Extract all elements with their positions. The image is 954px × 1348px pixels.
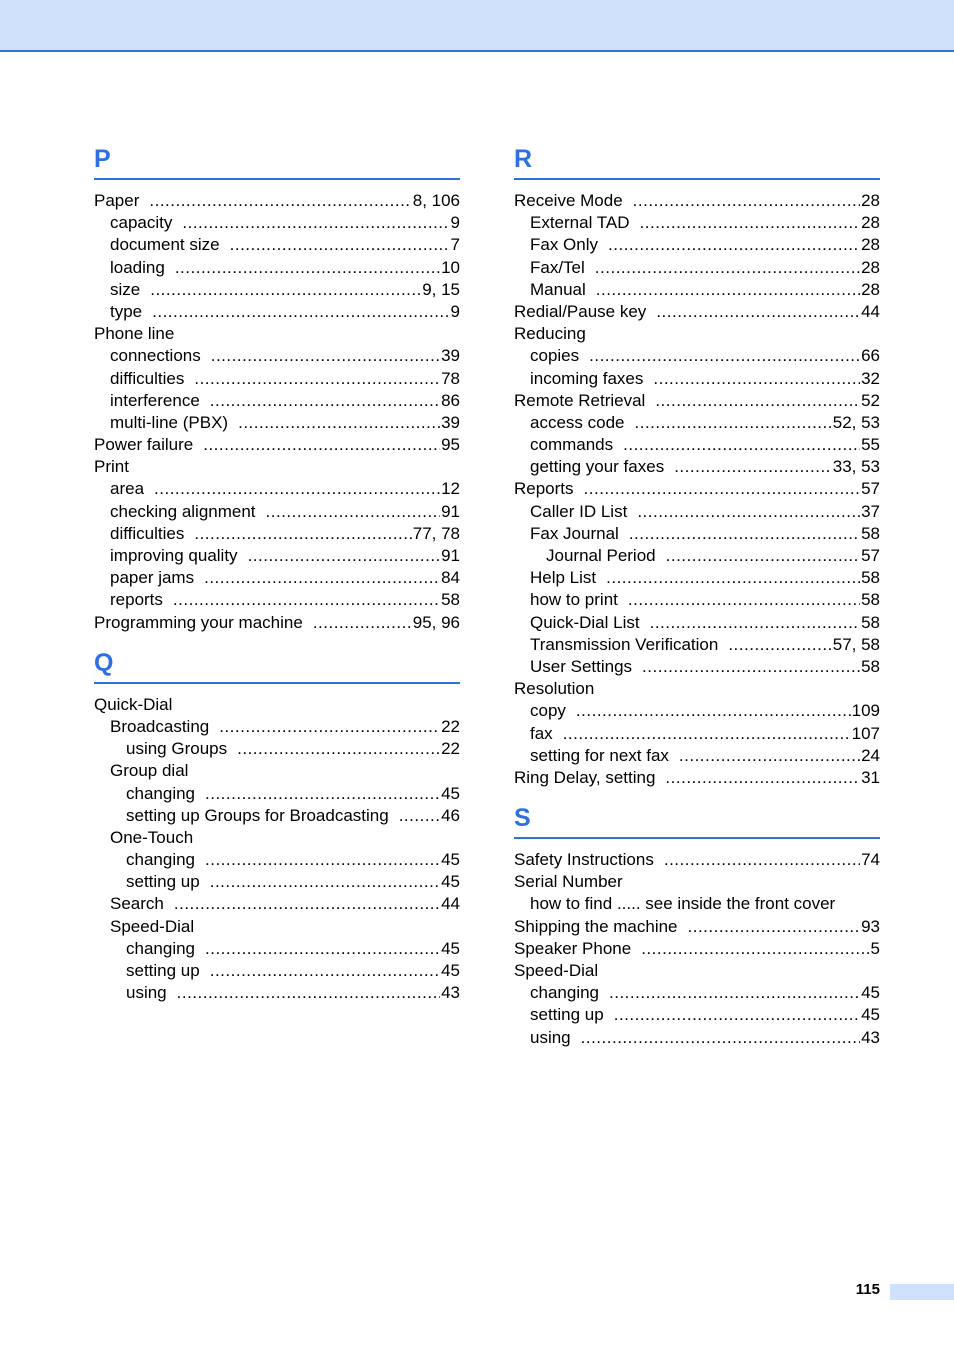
index-entry: [514, 982, 880, 1004]
entry-term: External TAD: [530, 213, 630, 233]
entry-pages: 84: [441, 568, 460, 588]
entry-term: Remote Retrieval: [514, 390, 646, 410]
index-entry: [514, 723, 880, 745]
index-entry: [94, 982, 460, 1004]
index-entry: [94, 345, 460, 367]
entry-pages: 28: [861, 235, 880, 255]
entry-pages: 8, 106: [412, 191, 460, 210]
index-entry: [514, 1004, 880, 1026]
index-entry: [94, 456, 460, 478]
dot-leader: [664, 849, 860, 871]
index-entry: [514, 589, 880, 611]
entry-term: Resolution: [514, 679, 595, 699]
index-entry: [94, 501, 460, 523]
dot-leader: [641, 938, 869, 960]
index-entry: [514, 523, 880, 545]
index-entry: [514, 893, 880, 915]
index-entry: [514, 257, 880, 279]
index-entry: [514, 612, 880, 634]
dot-leader: [154, 478, 440, 500]
index-entry: [514, 323, 880, 345]
entry-term: Paper: [94, 191, 140, 210]
dot-leader: [205, 849, 440, 871]
index-entry: [514, 190, 880, 212]
entry-pages: 58: [861, 523, 880, 543]
index-entry: [514, 678, 880, 700]
entry-term: commands: [530, 435, 614, 455]
entry-pages: 31: [861, 767, 880, 787]
index-entry: [94, 738, 460, 760]
index-entry: [514, 871, 880, 893]
index-entry: [514, 345, 880, 367]
entry-pages: 22: [441, 716, 460, 736]
dot-leader: [175, 257, 440, 279]
dot-leader: [576, 700, 851, 722]
entry-term: Transmission Verification: [530, 634, 719, 654]
index-entry: [514, 700, 880, 722]
index-entry: [514, 501, 880, 523]
dot-leader: [589, 345, 860, 367]
entry-pages: 28: [861, 279, 880, 299]
entry-pages: 43: [441, 983, 460, 1003]
entry-term: changing: [126, 783, 196, 803]
index-entry: [514, 634, 880, 656]
entry-term: capacity: [110, 213, 173, 233]
entry-pages: 46: [441, 805, 460, 825]
entry-term: Ring Delay, setting: [514, 767, 656, 787]
entry-term: multi-line (PBX): [110, 412, 229, 432]
dot-leader: [266, 501, 441, 523]
entry-term: setting up: [126, 872, 200, 892]
entry-term: Shipping the machine: [514, 916, 678, 936]
index-entry: [94, 694, 460, 716]
page-tab: [890, 1284, 954, 1300]
index-entry: [514, 234, 880, 256]
index-entry: [514, 478, 880, 500]
entry-term: checking alignment: [110, 501, 256, 521]
dot-leader: [581, 1027, 860, 1049]
index-section: [94, 142, 460, 634]
index-entry: [514, 390, 880, 412]
index-entry: [514, 279, 880, 301]
dot-leader: [656, 301, 860, 323]
entry-pages: 45: [441, 872, 460, 892]
entry-term: setting for next fax: [530, 745, 669, 765]
entry-term: Reports: [514, 479, 574, 499]
index-entry: [94, 212, 460, 234]
entry-term: Programming your machine: [94, 612, 303, 632]
index-entry: [94, 871, 460, 893]
entry-term: reports: [110, 590, 163, 610]
entry-term: Redial/Pause key: [514, 301, 647, 321]
entry-pages: 44: [441, 894, 460, 914]
index-entry: [94, 893, 460, 915]
entry-pages: 57, 58: [832, 634, 880, 654]
dot-leader: [205, 938, 440, 960]
entry-pages: 28: [861, 213, 880, 233]
entry-term: Reducing: [514, 324, 586, 344]
entry-term: interference: [110, 390, 200, 410]
index-entry: [94, 279, 460, 301]
entry-pages: 45: [441, 961, 460, 980]
dot-leader: [640, 212, 861, 234]
dot-leader: [313, 612, 412, 634]
entry-pages: 22: [441, 739, 460, 759]
index-entry: [514, 301, 880, 323]
index-entry: [94, 478, 460, 500]
entry-pages: 45: [861, 983, 880, 1003]
entry-pages: 45: [861, 1005, 880, 1025]
entry-pages: 10: [441, 257, 460, 277]
entry-pages: 58: [861, 656, 880, 676]
entry-pages: 39: [441, 412, 460, 432]
dot-leader: [152, 301, 449, 323]
entry-term: Quick-Dial List: [530, 612, 640, 632]
entry-term: Manual: [530, 279, 586, 299]
entry-term: Power failure: [94, 435, 194, 455]
entry-term: Speed-Dial: [110, 916, 195, 936]
index-entry: [94, 849, 460, 871]
index-entry: [94, 190, 460, 212]
entry-term: incoming faxes: [530, 368, 644, 388]
entry-term: size: [110, 279, 141, 299]
index-entry: [514, 849, 880, 871]
index-entry: [94, 523, 460, 545]
entry-term: Fax Only: [530, 235, 599, 255]
entry-term: changing: [126, 938, 196, 958]
entry-term: access code: [530, 412, 625, 432]
entry-term: Speaker Phone: [514, 938, 632, 958]
dot-leader: [642, 656, 860, 678]
entry-pages: 74: [861, 850, 880, 870]
index-entry: [514, 916, 880, 938]
entry-pages: 77, 78: [412, 523, 460, 543]
entry-term: Caller ID List: [530, 501, 628, 521]
entry-pages: 28: [861, 257, 880, 277]
index-entry: [94, 545, 460, 567]
dot-leader: [210, 390, 440, 412]
dot-leader: [399, 805, 440, 827]
index-entry: [94, 783, 460, 805]
dot-leader: [584, 478, 861, 500]
section-letter: R: [514, 142, 880, 180]
entry-term: fax: [530, 723, 553, 743]
index-entry: [514, 545, 880, 567]
entry-term: Speed-Dial: [514, 961, 599, 980]
entry-term: loading: [110, 257, 165, 277]
index-entry: [94, 716, 460, 738]
index-entry: [94, 960, 460, 982]
entry-pages: 52: [861, 390, 880, 410]
dot-leader: [194, 523, 411, 545]
index-entries: [514, 190, 880, 789]
entry-pages: 109: [851, 701, 880, 721]
entry-term: improving quality: [110, 546, 238, 565]
entry-term: Fax Journal: [530, 523, 619, 543]
index-entries: [94, 190, 460, 634]
dot-leader: [173, 589, 440, 611]
entry-term: Group dial: [110, 761, 189, 781]
dot-leader: [182, 212, 449, 234]
dot-leader: [210, 871, 440, 893]
dot-leader: [665, 767, 860, 789]
dot-leader: [210, 960, 440, 982]
entry-term: Journal Period: [546, 546, 656, 565]
index-section: [514, 801, 880, 1049]
entry-term: Fax/Tel: [530, 257, 585, 277]
entry-term: using: [530, 1027, 571, 1047]
dot-leader: [150, 279, 421, 301]
entry-pages: 45: [441, 783, 460, 803]
index-entry: [94, 234, 460, 256]
dot-leader: [238, 412, 440, 434]
dot-leader: [230, 234, 450, 256]
entry-pages: 58: [441, 590, 460, 610]
entry-pages: 44: [861, 301, 880, 321]
section-letter: P: [94, 142, 460, 180]
entry-term: connections: [110, 346, 201, 366]
entry-pages: 45: [441, 850, 460, 870]
entry-pages: 55: [861, 435, 880, 455]
entry-term: how to find ..... see inside the front cover: [530, 894, 836, 914]
entry-pages: 58: [861, 590, 880, 610]
entry-term: Safety Instructions: [514, 850, 654, 870]
index-entry: [94, 257, 460, 279]
entry-pages: 52, 53: [832, 412, 880, 432]
entry-pages: 9: [450, 301, 460, 321]
entry-pages: 12: [441, 479, 460, 499]
entry-pages: 107: [851, 723, 880, 743]
index-column-right: [514, 142, 880, 1061]
index-entry: [94, 612, 460, 634]
entry-pages: 5: [870, 938, 880, 958]
dot-leader: [608, 234, 860, 256]
dot-leader: [596, 279, 860, 301]
entry-term: using: [126, 983, 167, 1003]
dot-leader: [629, 523, 860, 545]
dot-leader: [637, 501, 860, 523]
index-entry: [94, 916, 460, 938]
entry-term: setting up: [530, 1005, 604, 1025]
entry-pages: 78: [441, 368, 460, 388]
dot-leader: [688, 916, 861, 938]
entry-pages: 37: [861, 501, 880, 521]
entry-term: area: [110, 479, 145, 499]
index-entry: [514, 960, 880, 982]
section-letter: S: [514, 801, 880, 839]
index-section: [514, 142, 880, 789]
entry-pages: 7: [450, 235, 460, 255]
index-entry: [514, 1027, 880, 1049]
index-entry: [94, 805, 460, 827]
dot-leader: [609, 982, 860, 1004]
entry-term: Search: [110, 894, 164, 914]
dot-leader: [177, 982, 440, 1004]
entry-term: changing: [530, 983, 600, 1003]
entry-pages: 45: [441, 938, 460, 958]
entry-pages: 86: [441, 390, 460, 410]
entry-term: copies: [530, 346, 580, 366]
entry-pages: 9, 15: [422, 279, 460, 299]
entry-term: setting up Groups for Broadcasting: [126, 805, 389, 825]
dot-leader: [653, 368, 860, 390]
page-number: 115: [855, 1281, 880, 1298]
dot-leader: [204, 567, 440, 589]
entry-term: difficulties: [110, 523, 185, 543]
entry-pages: 57: [861, 479, 880, 499]
index-entry: [94, 301, 460, 323]
dot-leader: [633, 190, 860, 212]
dot-leader: [219, 716, 440, 738]
index-entry: [514, 767, 880, 789]
entry-pages: 93: [861, 916, 880, 936]
entry-pages: 58: [861, 568, 880, 588]
entry-term: paper jams: [110, 568, 195, 588]
entry-pages: 28: [861, 191, 880, 210]
index-entry: [94, 827, 460, 849]
index-entry: [94, 412, 460, 434]
entry-term: type: [110, 301, 143, 321]
index-entry: [94, 938, 460, 960]
entry-pages: 43: [861, 1027, 880, 1047]
entry-term: Print: [94, 457, 129, 477]
entry-term: Serial Number: [514, 872, 623, 892]
entry-pages: 32: [861, 368, 880, 388]
entry-term: setting up: [126, 961, 200, 980]
entry-term: copy: [530, 701, 566, 721]
index-entry: [514, 938, 880, 960]
dot-leader: [635, 412, 832, 434]
entry-term: document size: [110, 235, 220, 255]
dot-leader: [623, 434, 860, 456]
dot-leader: [595, 257, 860, 279]
entry-pages: 91: [441, 501, 460, 521]
index-entry: [514, 368, 880, 390]
index-entry: [94, 368, 460, 390]
dot-leader: [194, 368, 440, 390]
entry-pages: 66: [861, 346, 880, 366]
dot-leader: [563, 723, 851, 745]
entry-pages: 95, 96: [412, 612, 460, 632]
entry-term: Broadcasting: [110, 716, 210, 736]
dot-leader: [205, 783, 440, 805]
dot-leader: [614, 1004, 860, 1026]
dot-leader: [679, 745, 860, 767]
index-entry: [94, 760, 460, 782]
index-section: [94, 646, 460, 1005]
index-entry: [514, 456, 880, 478]
entry-pages: 91: [441, 546, 460, 565]
index-entry: [514, 434, 880, 456]
entry-term: changing: [126, 850, 196, 870]
entry-term: using Groups: [126, 739, 228, 759]
dot-leader: [606, 567, 860, 589]
entry-term: One-Touch: [110, 827, 194, 847]
entry-pages: 9: [450, 213, 460, 233]
entry-term: Quick-Dial: [94, 694, 173, 714]
entry-term: getting your faxes: [530, 457, 665, 477]
entry-pages: 58: [861, 612, 880, 632]
index-entry: [94, 390, 460, 412]
index-entry: [514, 656, 880, 678]
dot-leader: [174, 893, 440, 915]
dot-leader: [203, 434, 440, 456]
entry-term: User Settings: [530, 656, 633, 676]
index-column-left: [94, 142, 460, 1016]
entry-term: Help List: [530, 568, 597, 588]
index-entry: [514, 567, 880, 589]
entry-term: difficulties: [110, 368, 185, 388]
entry-term: Receive Mode: [514, 191, 623, 210]
dot-leader: [237, 738, 440, 760]
dot-leader: [728, 634, 831, 656]
index-entry: [514, 412, 880, 434]
index-entries: [94, 694, 460, 1005]
header-band: [0, 0, 954, 52]
dot-leader: [666, 545, 860, 567]
dot-leader: [628, 589, 860, 611]
index-entries: [514, 849, 880, 1049]
section-letter: Q: [94, 646, 460, 684]
dot-leader: [248, 545, 441, 567]
dot-leader: [674, 456, 832, 478]
entry-term: how to print: [530, 590, 618, 610]
dot-leader: [655, 390, 860, 412]
dot-leader: [149, 190, 411, 212]
entry-pages: 39: [441, 346, 460, 366]
index-entry: [94, 434, 460, 456]
index-entry: [514, 745, 880, 767]
entry-pages: 24: [861, 745, 880, 765]
index-entry: [94, 567, 460, 589]
index-entry: [514, 212, 880, 234]
dot-leader: [211, 345, 440, 367]
entry-term: Phone line: [94, 324, 175, 344]
index-entry: [94, 323, 460, 345]
entry-pages: 33, 53: [832, 457, 880, 477]
entry-pages: 95: [441, 435, 460, 455]
dot-leader: [650, 612, 860, 634]
index-entry: [94, 589, 460, 611]
entry-pages: 57: [861, 546, 880, 565]
